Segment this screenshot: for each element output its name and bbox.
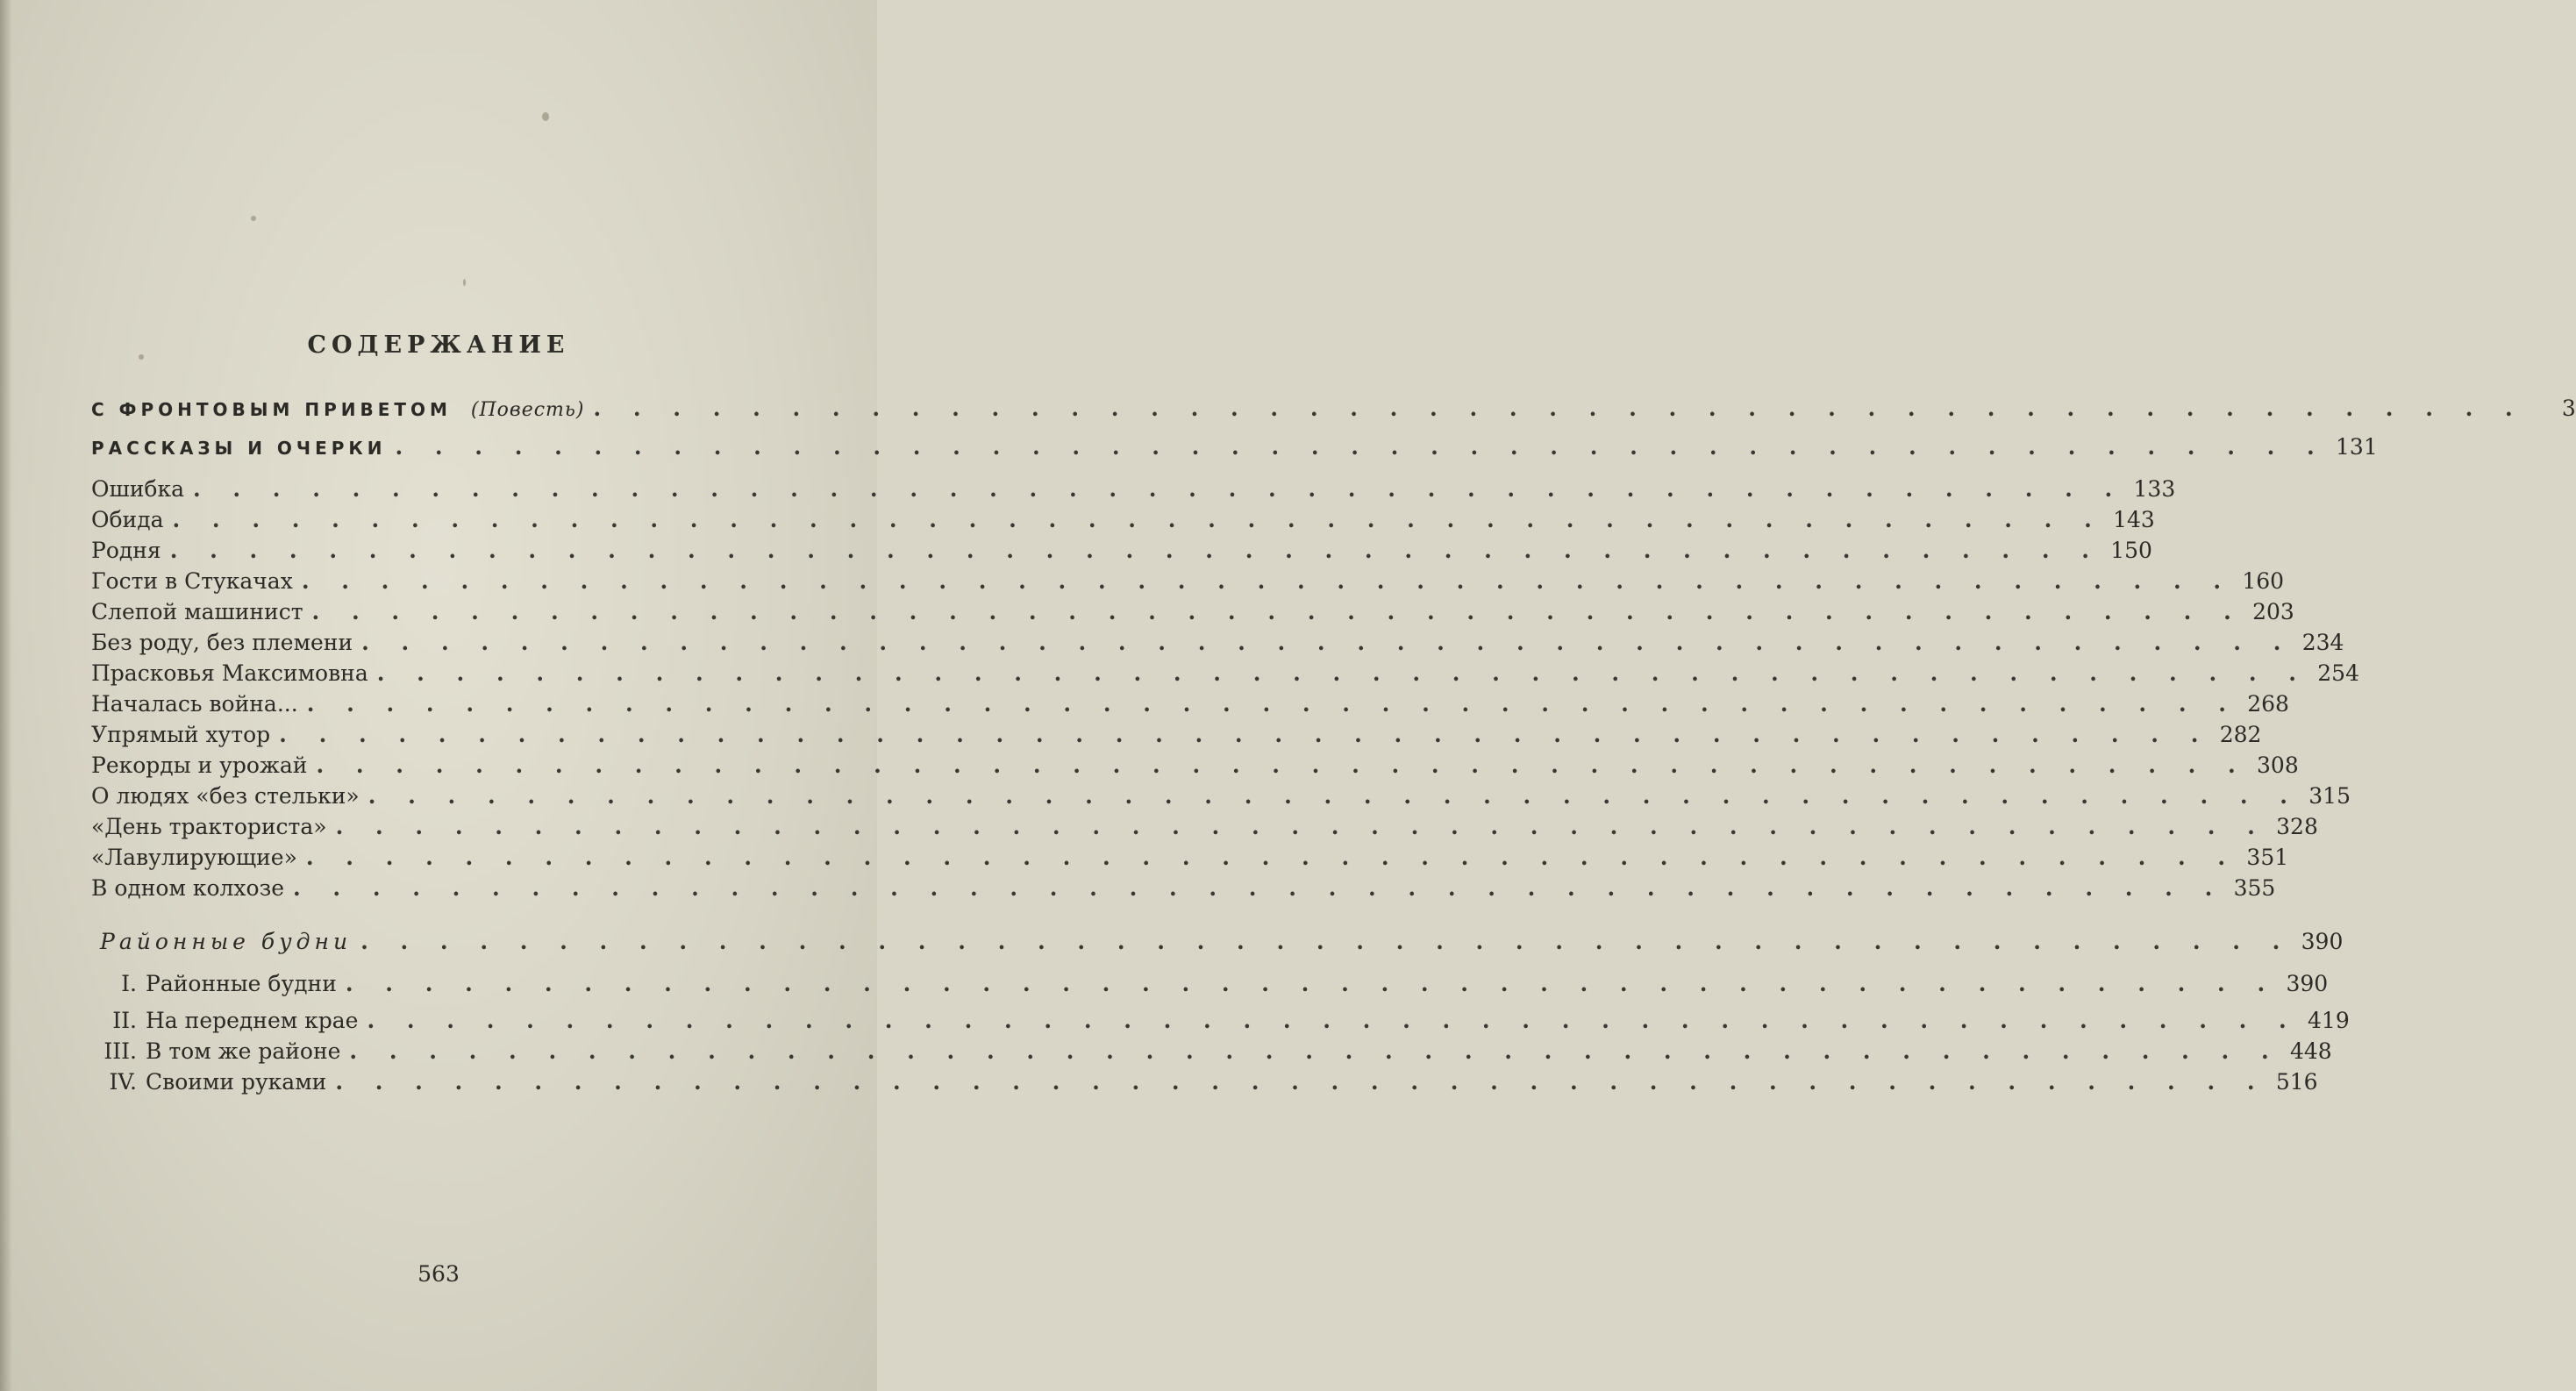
toc-part-row[interactable] [91, 1005, 2350, 1037]
page-number: 234 [2301, 630, 2344, 655]
section-title: РАССКАЗЫ И ОЧЕРКИ [91, 438, 387, 459]
leader-dots: . . . . . . . . . . . . . . . . . . . . . . . . . . . . . . . . . . . . . . . . . . . . . . . . . [367, 783, 2300, 809]
toc-story-row[interactable] [91, 535, 2152, 567]
leader-dots: . . . . . . . . . . . . . . . . . . . . . . . . . . . . . . . . . . . . . . . . . . . . . . . . . [169, 538, 2101, 563]
paper-speck [542, 112, 549, 121]
story-title: Без роду, без племени [91, 630, 353, 655]
part-numeral: III. [103, 1038, 137, 1064]
part-entry-label [91, 1036, 340, 1067]
page-number: 268 [2247, 691, 2289, 717]
story-title: Гости в Стукачах [91, 568, 293, 594]
leader-dots: . . . . . . . . . . . . . . . . . . . . . . . . . . . . . . . . . . . . . . . . . . . . . . . . . [361, 630, 2294, 655]
story-title: О людях «без стельки» [91, 783, 360, 809]
paper-speck [463, 279, 466, 286]
page-number: 351 [2246, 845, 2289, 870]
toc-story-row[interactable] [91, 566, 2285, 597]
paper-speck [251, 216, 256, 221]
leader-dots: . . . . . . . . . . . . . . . . . . . . . . . . . . . . . . . . . . . . . . . . . . . . . . . . . [335, 814, 2267, 839]
section-title: С ФРОНТОВЫМ ПРИВЕТОМ [91, 399, 452, 420]
part-numeral: II. [112, 1008, 137, 1033]
spine-shadow [0, 0, 12, 1391]
page-number: 419 [2308, 1008, 2350, 1033]
page-number: 3 [2561, 396, 2576, 421]
page-number: 143 [2113, 507, 2155, 532]
toc-story-row[interactable] [91, 627, 2344, 659]
part-numeral: I. [121, 971, 137, 996]
page-number: 254 [2317, 660, 2359, 686]
story-title: Рекорды и урожай [91, 753, 308, 778]
toc-story-row[interactable] [91, 658, 2359, 689]
toc-story-row[interactable] [91, 688, 2289, 720]
page-number: 448 [2289, 1038, 2332, 1064]
toc-part-row[interactable] [91, 968, 2329, 1000]
page-number: 160 [2242, 568, 2285, 594]
toc-story-row[interactable] [91, 596, 2294, 628]
part-title: В том же районе [146, 1038, 341, 1064]
story-title: Обида [91, 507, 164, 532]
page-number: 328 [2276, 814, 2318, 839]
page-number: 131 [2336, 434, 2378, 460]
toc-story-row[interactable] [91, 719, 2262, 751]
page-folio-number: 563 [417, 1261, 460, 1287]
toc-story-row[interactable] [91, 750, 2299, 781]
toc-part-row[interactable] [91, 1036, 2332, 1067]
leader-dots: . . . . . . . . . . . . . . . . . . . . . . . . . . . . . . . . . . . . . . . . . . . . . . . . . [360, 929, 2293, 954]
page-number: 390 [2301, 929, 2344, 954]
story-title: Слепой машинист [91, 599, 303, 624]
part-title: На переднем крае [146, 1008, 359, 1033]
part-entry-label [91, 1066, 326, 1098]
story-title: «День тракториста» [91, 814, 327, 839]
toc-story-row[interactable] [91, 842, 2289, 874]
page-number: 203 [2252, 599, 2294, 624]
page-number: 150 [2110, 538, 2152, 563]
leader-dots: . . . . . . . . . . . . . . . . . . . . . . . . . . . . . . . . . . . . . . . . . . . . . . . . . [593, 396, 2525, 421]
story-title: Ошибка [91, 476, 184, 502]
toc-entry-label [91, 393, 584, 426]
part-title: Своими руками [146, 1069, 327, 1095]
toc-story-row[interactable] [91, 811, 2318, 843]
story-title: «Лавулирующие» [91, 845, 297, 870]
story-title: Прасковья Максимовна [91, 660, 368, 686]
leader-dots: . . . . . . . . . . . . . . . . . . . . . . . . . . . . . . . . . . . . . . . . . . . . . . . . . [367, 1008, 2299, 1033]
part-title: Районные будни [146, 971, 337, 996]
leader-dots: . . . . . . . . . . . . . . . . . . . . . . . . . . . . . . . . . . . . . . . . . . . . . . . . . [172, 507, 2104, 532]
cycle-title: Районные будни [100, 929, 353, 954]
story-title: Родня [91, 538, 161, 563]
toc-section-row[interactable] [91, 393, 2576, 424]
toc-section-row[interactable] [91, 432, 2378, 463]
toc-story-row[interactable] [91, 474, 2176, 505]
toc-story-row[interactable] [91, 873, 2276, 904]
story-title: Упрямый хутор [91, 722, 271, 747]
leader-dots: . . . . . . . . . . . . . . . . . . . . . . . . . . . . . . . . . . . . . . . . . . . . . . . . . [345, 971, 2278, 996]
leader-dots: . . . . . . . . . . . . . . . . . . . . . . . . . . . . . . . . . . . . . . . . . . . . . . . . . [395, 434, 2327, 460]
leader-dots: . . . . . . . . . . . . . . . . . . . . . . . . . . . . . . . . . . . . . . . . . . . . . . . . . [305, 845, 2238, 870]
toc-story-row[interactable] [91, 781, 2351, 812]
page-number: 133 [2133, 476, 2176, 502]
leader-dots: . . . . . . . . . . . . . . . . . . . . . . . . . . . . . . . . . . . . . . . . . . . . . . . . . [301, 568, 2234, 594]
section-note: (Повесть) [470, 399, 585, 421]
leader-dots: . . . . . . . . . . . . . . . . . . . . . . . . . . . . . . . . . . . . . . . . . . . . . . . . . [279, 722, 2211, 747]
part-numeral: IV. [109, 1069, 137, 1095]
leader-dots: . . . . . . . . . . . . . . . . . . . . . . . . . . . . . . . . . . . . . . . . . . . . . . . . . [316, 753, 2248, 778]
leader-dots: . . . . . . . . . . . . . . . . . . . . . . . . . . . . . . . . . . . . . . . . . . . . . . . . . [311, 599, 2244, 624]
page-number: 390 [2286, 971, 2329, 996]
story-title: Началась война... [91, 691, 298, 717]
toc-part-row[interactable] [91, 1066, 2318, 1098]
leader-dots: . . . . . . . . . . . . . . . . . . . . . . . . . . . . . . . . . . . . . . . . . . . . . . . . . [293, 875, 2225, 901]
contents-heading: СОДЕРЖАНИЕ [307, 332, 570, 359]
part-entry-label [91, 968, 337, 1000]
leader-dots: . . . . . . . . . . . . . . . . . . . . . . . . . . . . . . . . . . . . . . . . . . . . . . . . . [335, 1069, 2267, 1095]
page-number: 516 [2275, 1069, 2318, 1095]
toc-cycle-row[interactable] [91, 926, 2344, 958]
page-number: 282 [2219, 722, 2262, 747]
page-number: 308 [2257, 753, 2299, 778]
leader-dots: . . . . . . . . . . . . . . . . . . . . . . . . . . . . . . . . . . . . . . . . . . . . . . . . . [376, 660, 2308, 686]
leader-dots: . . . . . . . . . . . . . . . . . . . . . . . . . . . . . . . . . . . . . . . . . . . . . . . . . [306, 691, 2238, 717]
page-number: 355 [2233, 875, 2276, 901]
page-number: 315 [2308, 783, 2351, 809]
part-entry-label [91, 1005, 358, 1037]
story-title: В одном колхозе [91, 875, 285, 901]
leader-dots: . . . . . . . . . . . . . . . . . . . . . . . . . . . . . . . . . . . . . . . . . . . . . . . . . [192, 476, 2125, 502]
toc-story-row[interactable] [91, 504, 2155, 536]
leader-dots: . . . . . . . . . . . . . . . . . . . . . . . . . . . . . . . . . . . . . . . . . . . . . . . . . [349, 1038, 2281, 1064]
